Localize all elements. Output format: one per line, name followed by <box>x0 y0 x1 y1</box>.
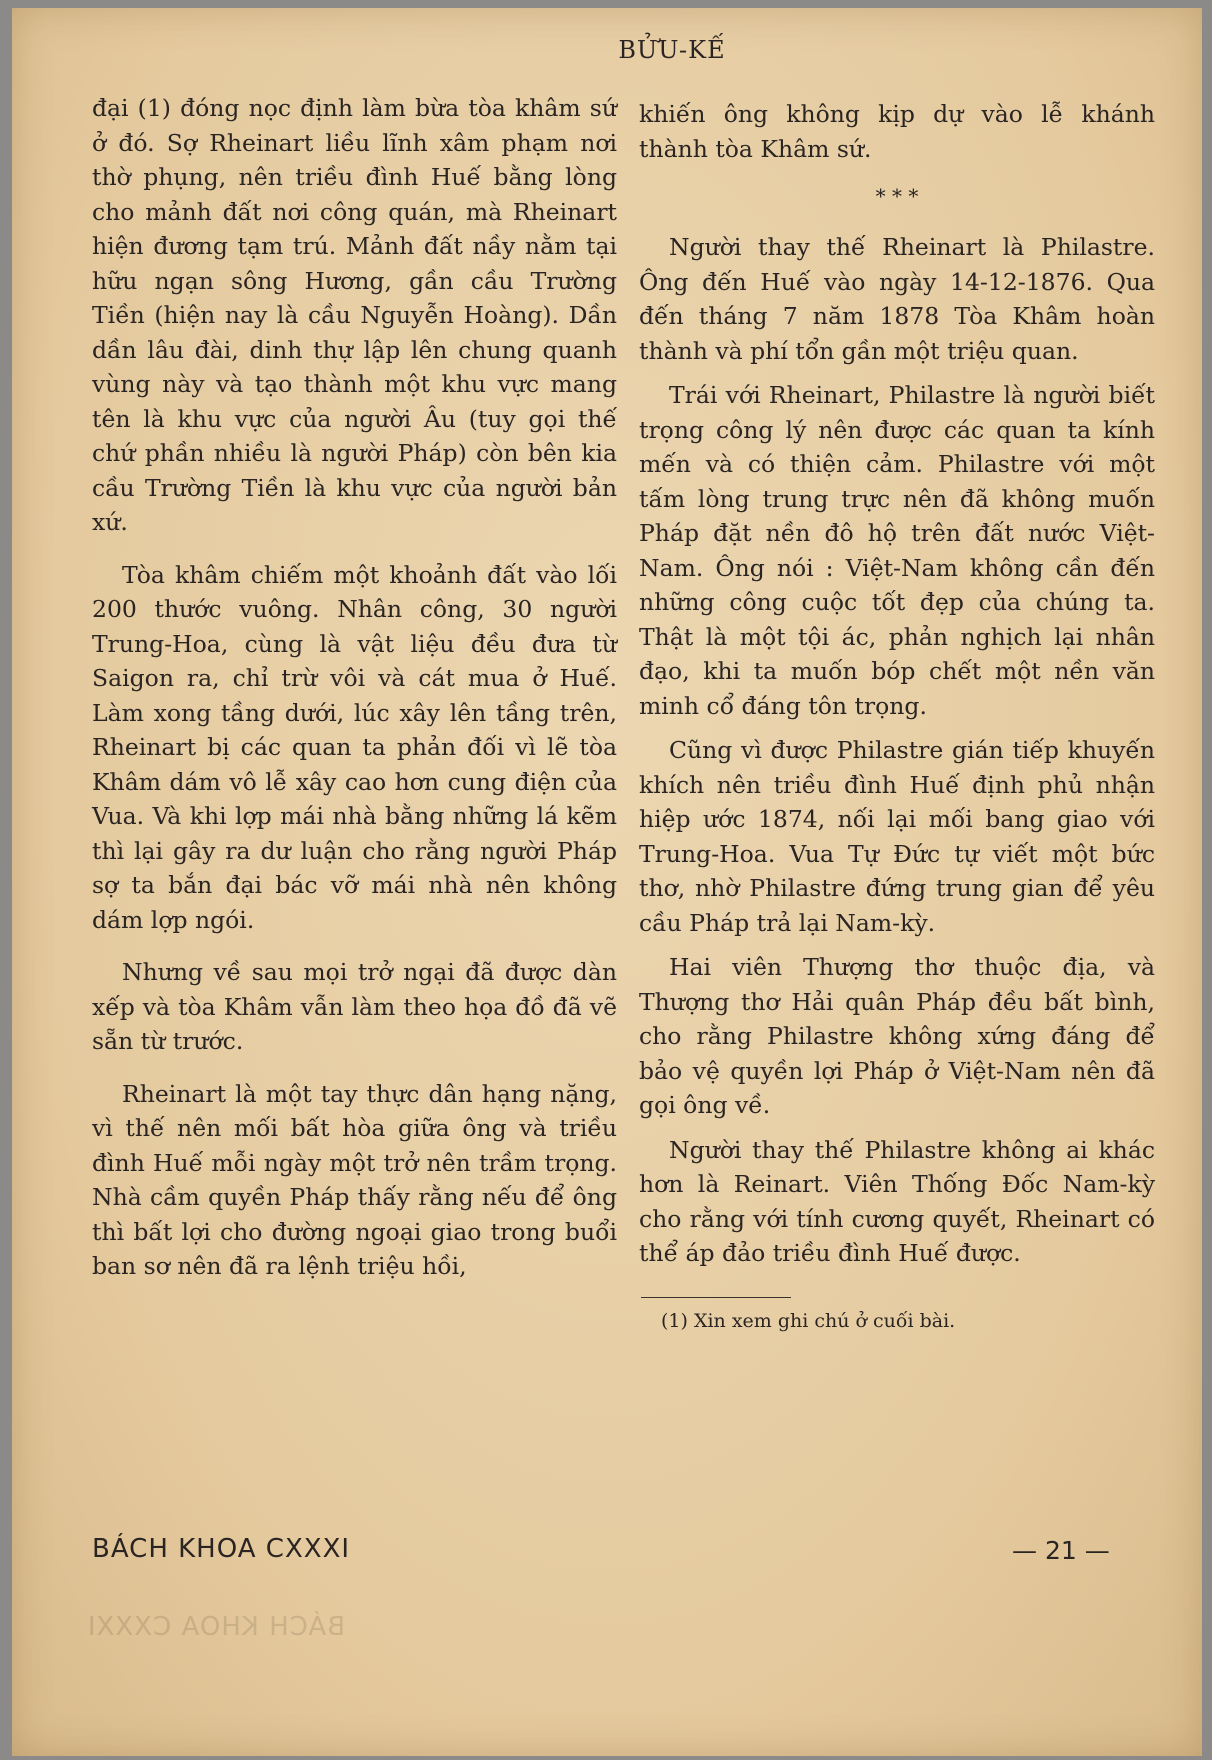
paragraph: Cũng vì được Philastre gián tiếp khuyến khích nên triều đình Huế định phủ nhận hiệp ước 1874, nối lại mối bang giao với Trung-Hoa. Vua Tự Đức tự viết một bức thơ, nhờ Philastre đứng trung gian để yêu cầu Pháp trả lại Nam-kỳ. <box>639 736 1155 937</box>
magazine-page <box>12 8 1202 1756</box>
paragraph: khiến ông không kịp dự vào lễ khánh thành tòa Khâm sứ. <box>639 100 1155 163</box>
paragraph: Người thay thế Philastre không ai khác hơn là Reinart. Viên Thống Đốc Nam-kỳ cho rằng với tính cương quyết, Rheinart có thể áp đảo triều đình Huế được. <box>639 1135 1155 1267</box>
paragraph: Hai viên Thượng thơ thuộc địa, và Thượng thơ Hải quân Pháp đều bất bình, cho rằng Philastre không xứng đáng để bảo vệ quyền lợi Pháp ở Việt-Nam nên đã gọi ông về. <box>639 953 1155 1119</box>
running-head: BỬU-KẾ <box>618 36 726 64</box>
paragraph: Rheinart là một tay thực dân hạng nặng, vì thế nên mối bất hòa giữa ông và triều đình Huế mỗi ngày một trở nên trầm trọng. Nhà cầm quyền Pháp thấy rằng nếu để ông thì bất lợi cho đường ngoại giao trong buổi ban sơ nên đã ra lệnh triệu hồi, <box>92 1079 617 1280</box>
page-number: — 21 — <box>1012 1536 1110 1565</box>
paragraph: Người thay thế Rheinart là Philastre. Ông đến Huế vào ngày 14-12-1876. Qua đến tháng 7 năm 1878 Tòa Khâm hoàn thành và phí tổn gần một triệu quan. <box>639 233 1155 365</box>
publication-name: BÁCH KHOA CXXXI <box>92 1534 351 1564</box>
paragraph: Nhưng về sau mọi trở ngại đã được dàn xếp và tòa Khâm vẫn làm theo họa đồ đã vẽ sẵn từ trước. <box>92 958 617 1055</box>
right-column <box>639 97 1155 1334</box>
paragraph: Trái với Rheinart, Philastre là người biết trọng công lý nên được các quan ta kính mến và có thiện cảm. Philastre với một tấm lòng trung trực nên đã không muốn Pháp đặt nền đô hộ trên đất nước Việt-Nam. Ông nói : Việt-Nam không cần đến những công cuộc tốt đẹp của chúng ta. Thật là một tội ác, phản nghịch lại nhân đạo, khi ta muốn bóp chết một nền văn minh cổ đáng tôn trọng. <box>639 381 1155 720</box>
section-break: * * * <box>875 184 919 208</box>
paragraph: đại (1) đóng nọc định làm bừa tòa khâm sứ ở đó. Sợ Rheinart liều lĩnh xâm phạm nơi thờ phụng, nên triều đình Huế bằng lòng cho mảnh đất nơi công quán, mà Rheinart hiện đương tạm trú. Mảnh đất nầy nằm tại hữu ngạn sông Hương, gần cầu Trường Tiền (hiện nay là cầu Nguyễn Hoàng). Dần dần lâu đài, dinh thự lập lên chung quanh vùng này và tạo thành một khu vực mang tên là khu vực của người Âu (tuy gọi thế chứ phần nhiều là người Pháp) còn bên kia cầu Trường Tiền là khu vực của người bản xứ. <box>92 94 617 536</box>
footnote-divider <box>641 1297 791 1298</box>
footnote: (1) Xin xem ghi chú ở cuối bài. <box>661 1309 956 1332</box>
bleed-through-text: BÁCH KHOA CXXXI <box>87 1612 346 1642</box>
left-column <box>92 91 617 1284</box>
paragraph: Tòa khâm chiếm một khoảnh đất vào lối 200 thước vuông. Nhân công, 30 người Trung-Hoa, cùng là vật liệu đều đưa từ Saigon ra, chỉ trừ vôi và cát mua ở Huế. Làm xong tầng dưới, lúc xây lên tầng trên, Rheinart bị các quan ta phản đối vì lẽ tòa Khâm dám vô lễ xây cao hơn cung điện của Vua. Và khi lợp mái nhà bằng những lá kẽm thì lại gây ra dư luận cho rằng người Pháp sợ ta bắn đại bác vỡ mái nhà nên không dám lợp ngói. <box>92 560 617 934</box>
